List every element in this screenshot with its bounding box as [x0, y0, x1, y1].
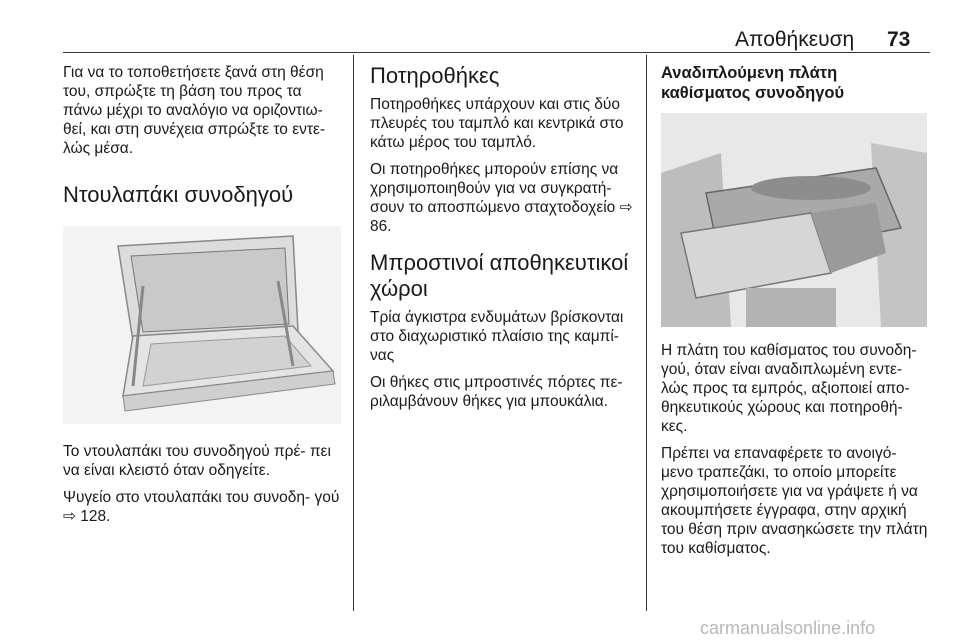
front-storage-paragraph-1: Τρία άγκιστρα ενδυμάτων βρίσκονται στο διαχωριστικό πλαίσιο της καμπί- νας	[370, 309, 624, 364]
folding-seat-heading: Αναδιπλούμενη πλάτη καθίσματος συνοδηγού	[661, 64, 845, 102]
intro-paragraph: Για να το τοποθετήσετε ξανά στη θέση του, σπρώξτε τη βάση του προς τα πάνω μέχρι το αναλόγιο να οριζοντιω- θεί, και στη συνέχεια σπρώξτε το εντε- λώς μέσα.	[63, 64, 326, 157]
watermark[interactable]: carmanualsonline.info	[700, 618, 876, 638]
page-number: 73	[887, 28, 911, 51]
front-storage-paragraph-2: Οι θήκες στις μπροστινές πόρτες πε- ριλαμβάνουν θήκες για μπουκάλια.	[370, 374, 623, 410]
cupholders-heading: Ποτηροθήκες	[370, 63, 500, 88]
header-rule	[63, 52, 930, 53]
column-divider-right	[646, 55, 647, 611]
glovebox-paragraph-1: Το ντουλαπάκι του συνοδηγού πρέ- πει να είναι κλειστό όταν οδηγείτε.	[63, 443, 331, 479]
glovebox-heading: Ντουλαπάκι συνοδηγού	[63, 182, 294, 207]
folding-seat-paragraph-1: Η πλάτη του καθίσματος του συνοδη- γού, όταν είναι αναδιπλωμένη εντε- λώς προς τα εμπρός, αξιοποιεί απο- θηκευτικούς χώρους και ποτηροθή- κες.	[661, 342, 917, 435]
column-2	[370, 63, 642, 419]
column-divider-left	[353, 55, 354, 611]
cupholders-paragraph-2: Οι ποτηροθήκες μπορούν επίσης να χρησιμοποιηθούν για να συγκρατή- σουν το αποσπώμενο σταχτοδοχείο ⇨ 86.	[370, 161, 633, 235]
column-3	[661, 63, 931, 566]
folding-seat-paragraph-2: Πρέπει να επαναφέρετε το ανοιγό- μενο τραπεζάκι, το οποίο μπορείτε χρησιμοποιήσετε για να γράψετε ή να ακουμπήσετε έγγραφα, στην αρχική του θέση πριν ανασηκώσετε την πλάτη του καθίσματος.	[661, 445, 928, 557]
front-storage-heading: Μπροστινοί αποθηκευτικοί χώροι	[370, 250, 629, 301]
glovebox-paragraph-2: Ψυγείο στο ντουλαπάκι του συνοδη- γού ⇨ 128.	[63, 489, 340, 525]
page-header-title: Αποθήκευση	[735, 28, 855, 51]
glovebox-illustration	[63, 226, 341, 424]
column-1	[63, 63, 343, 534]
folding-seat-illustration	[661, 113, 927, 327]
cupholders-paragraph-1: Ποτηροθήκες υπάρχουν και στις δύο πλευρές του ταμπλό και κεντρικά στο κάτω μέρος του ταμπλό.	[370, 96, 624, 151]
